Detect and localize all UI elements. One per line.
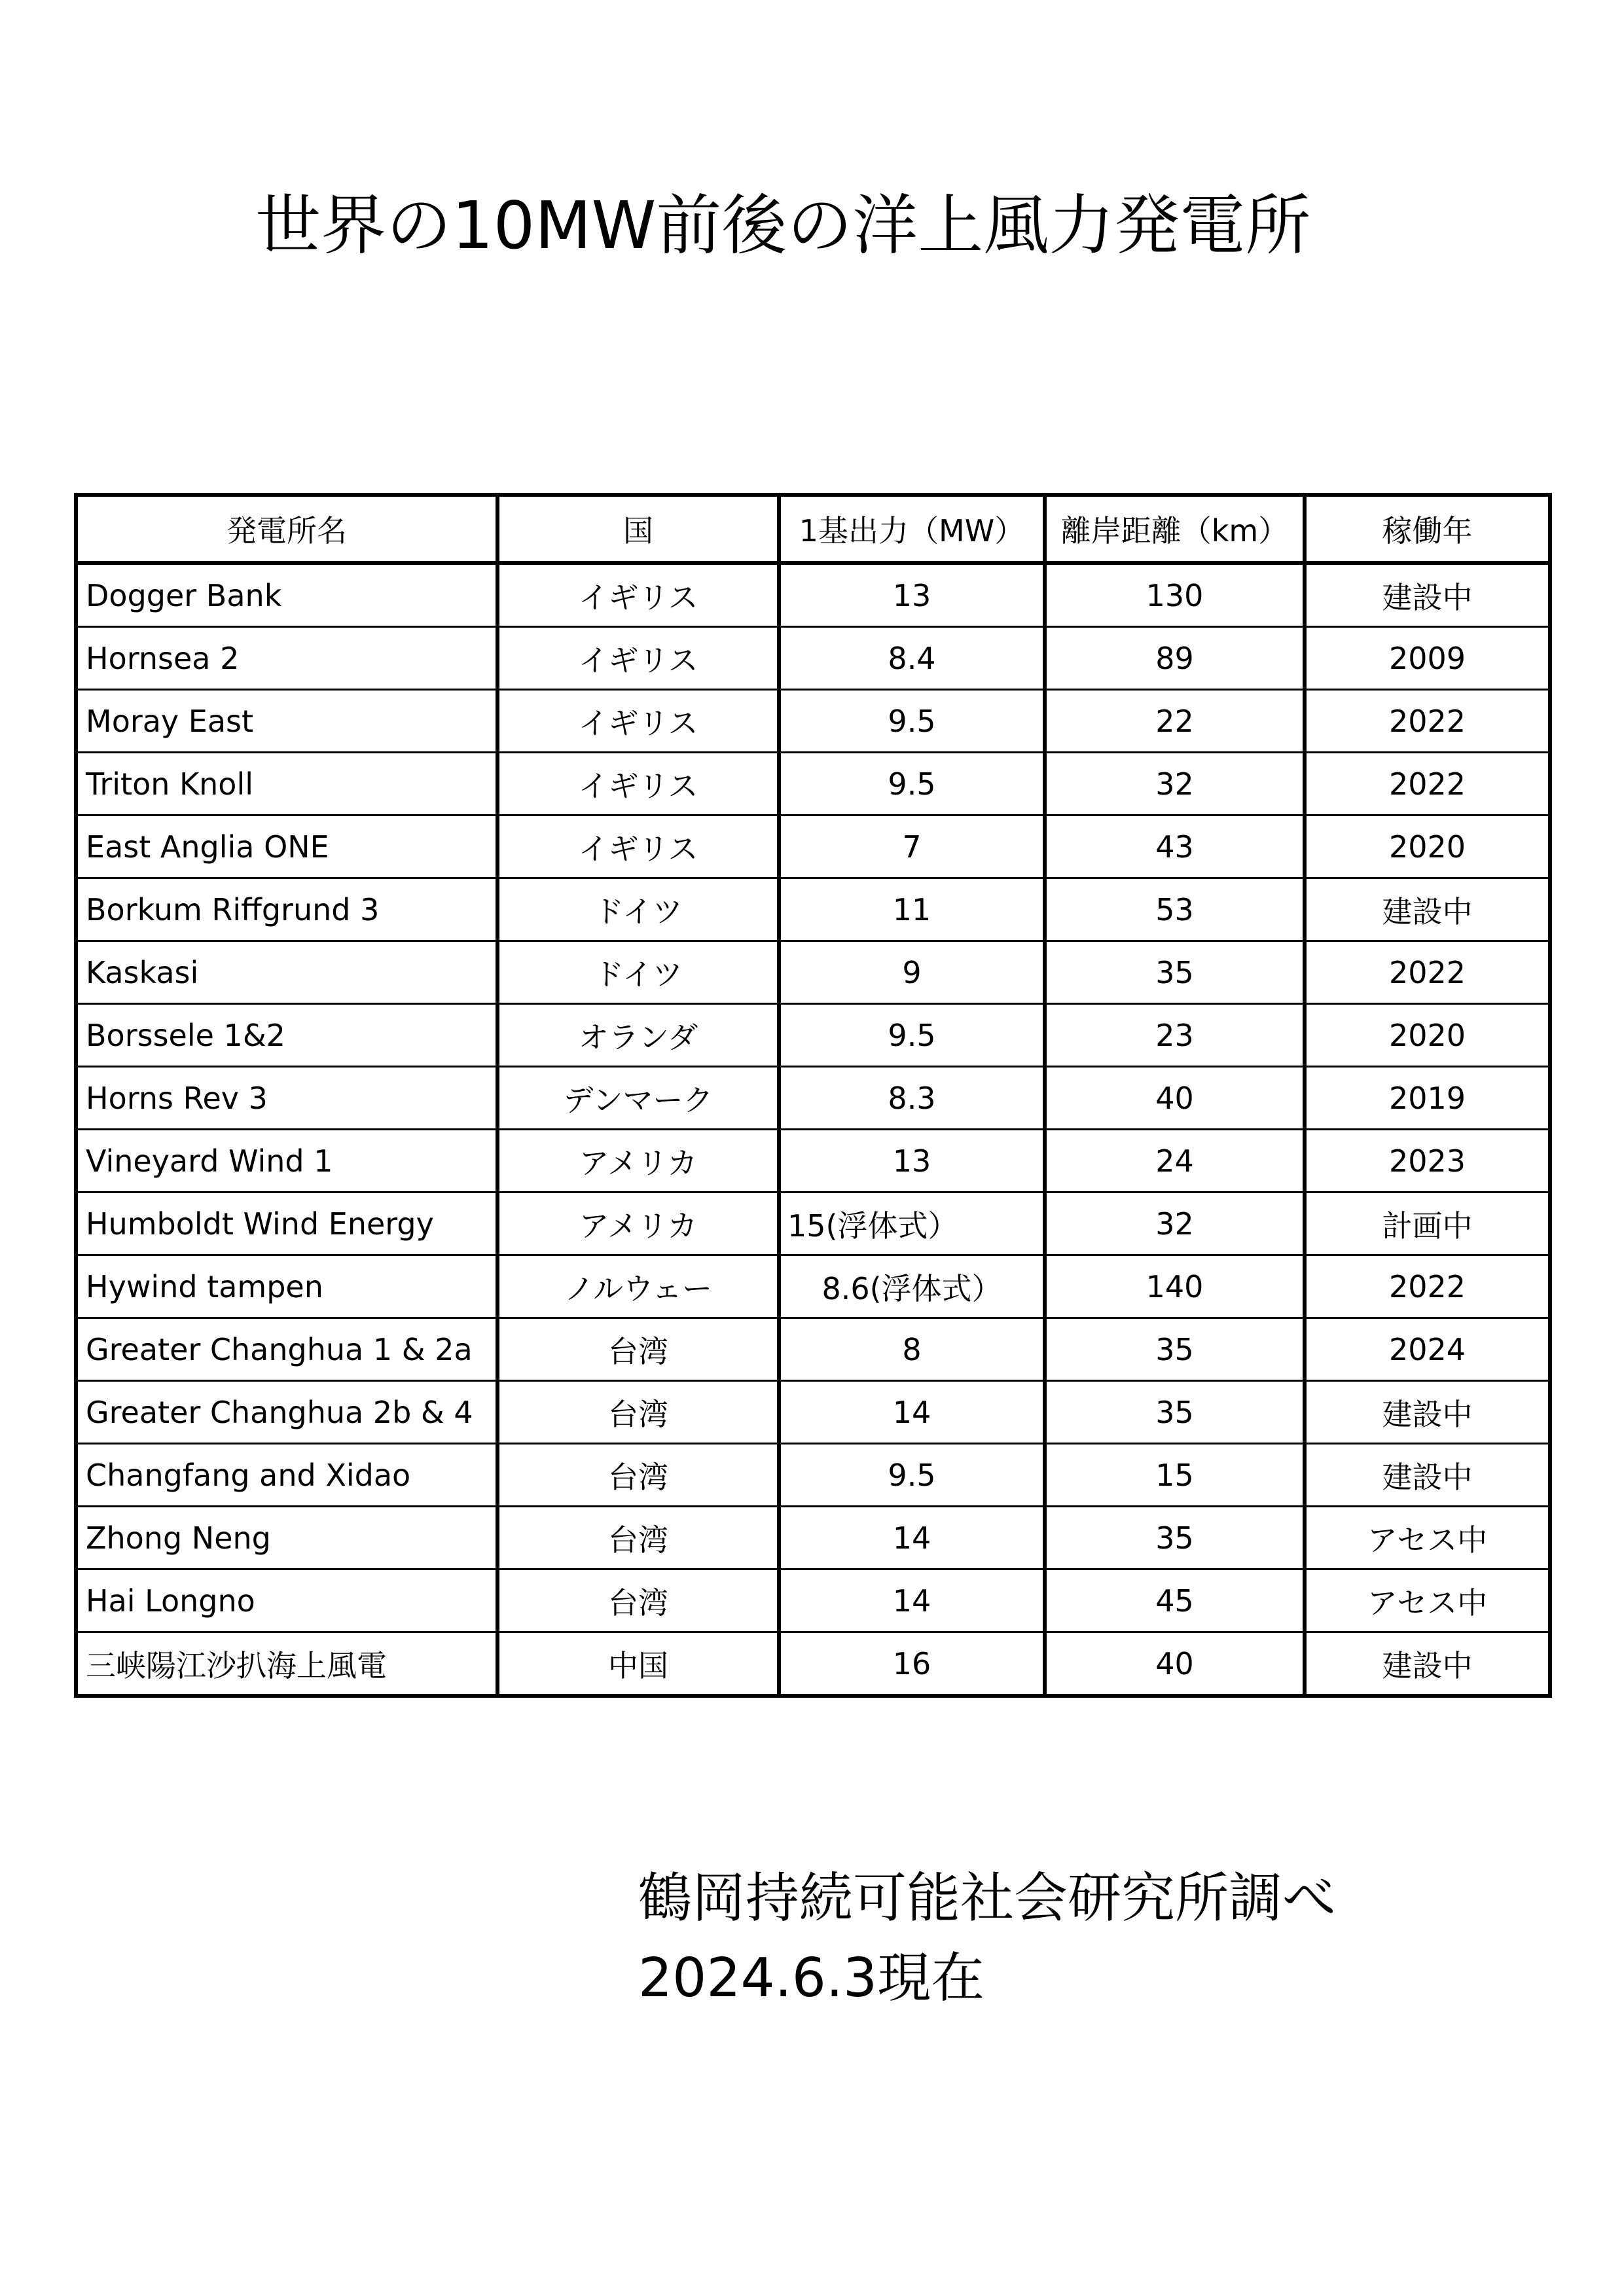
cell-operation-year: 2022 <box>1305 690 1550 753</box>
cell-operation-year: 2022 <box>1305 753 1550 816</box>
cell-unit-output: 14 <box>779 1381 1045 1444</box>
cell-unit-output: 8.4 <box>779 627 1045 690</box>
cell-offshore-distance: 15 <box>1045 1444 1305 1507</box>
cell-plant-name: Borkum Riffgrund 3 <box>76 878 497 941</box>
cell-operation-year: 建設中 <box>1305 878 1550 941</box>
cell-unit-output: 9.5 <box>779 1444 1045 1507</box>
cell-offshore-distance: 35 <box>1045 1507 1305 1570</box>
cell-country: オランダ <box>497 1004 779 1067</box>
header-unit-output: 1基出力（MW） <box>779 495 1045 563</box>
cell-operation-year: 建設中 <box>1305 1444 1550 1507</box>
cell-unit-output: 8 <box>779 1318 1045 1381</box>
cell-operation-year: 2019 <box>1305 1067 1550 1130</box>
cell-plant-name: Hornsea 2 <box>76 627 497 690</box>
cell-country: イギリス <box>497 690 779 753</box>
table-row <box>76 1130 1550 1193</box>
cell-unit-output: 9.5 <box>779 690 1045 753</box>
cell-unit-output: 14 <box>779 1507 1045 1570</box>
cell-operation-year: 計画中 <box>1305 1193 1550 1255</box>
header-operation-year: 稼働年 <box>1305 495 1550 563</box>
cell-unit-output: 16 <box>779 1632 1045 1696</box>
cell-unit-output: 14 <box>779 1570 1045 1632</box>
cell-country: アメリカ <box>497 1193 779 1255</box>
cell-country: 台湾 <box>497 1444 779 1507</box>
cell-plant-name: Greater Changhua 2b & 4 <box>76 1381 497 1444</box>
cell-country: アメリカ <box>497 1130 779 1193</box>
source-note: 鶴岡持続可能社会研究所調べ <box>638 1867 1337 1929</box>
footer <box>638 1859 1336 2018</box>
table-row <box>76 753 1550 816</box>
cell-operation-year: 2024 <box>1305 1318 1550 1381</box>
cell-country: ノルウェー <box>497 1255 779 1318</box>
cell-operation-year: 2022 <box>1305 941 1550 1004</box>
cell-plant-name: Moray East <box>76 690 497 753</box>
cell-offshore-distance: 89 <box>1045 627 1305 690</box>
cell-operation-year: アセス中 <box>1305 1507 1550 1570</box>
cell-country: イギリス <box>497 563 779 627</box>
cell-offshore-distance: 35 <box>1045 1318 1305 1381</box>
cell-offshore-distance: 130 <box>1045 563 1305 627</box>
cell-unit-output: 9 <box>779 941 1045 1004</box>
cell-plant-name: Borssele 1&2 <box>76 1004 497 1067</box>
table-row <box>76 1318 1550 1381</box>
cell-country: 台湾 <box>497 1381 779 1444</box>
table-row <box>76 1067 1550 1130</box>
table-row <box>76 1255 1550 1318</box>
table-row <box>76 1444 1550 1507</box>
cell-plant-name: Vineyard Wind 1 <box>76 1130 497 1193</box>
cell-operation-year: アセス中 <box>1305 1570 1550 1632</box>
table-row <box>76 1193 1550 1255</box>
table-row <box>76 627 1550 690</box>
cell-plant-name: Dogger Bank <box>76 563 497 627</box>
table-row <box>76 563 1550 627</box>
cell-offshore-distance: 140 <box>1045 1255 1305 1318</box>
cell-operation-year: 2022 <box>1305 1255 1550 1318</box>
cell-operation-year: 2020 <box>1305 1004 1550 1067</box>
cell-offshore-distance: 35 <box>1045 941 1305 1004</box>
cell-plant-name: 三峡陽江沙扒海上風電 <box>76 1632 497 1696</box>
cell-offshore-distance: 22 <box>1045 690 1305 753</box>
table-header-row <box>76 495 1550 563</box>
date-note: 2024.6.3現在 <box>638 1947 985 2009</box>
cell-country: イギリス <box>497 753 779 816</box>
cell-unit-output: 7 <box>779 816 1045 878</box>
cell-offshore-distance: 53 <box>1045 878 1305 941</box>
cell-country: 中国 <box>497 1632 779 1696</box>
cell-country: イギリス <box>497 816 779 878</box>
table-row <box>76 690 1550 753</box>
cell-plant-name: Zhong Neng <box>76 1507 497 1570</box>
table-row <box>76 941 1550 1004</box>
table-row <box>76 1632 1550 1696</box>
cell-country: 台湾 <box>497 1570 779 1632</box>
cell-offshore-distance: 45 <box>1045 1570 1305 1632</box>
cell-country: イギリス <box>497 627 779 690</box>
cell-unit-output: 13 <box>779 1130 1045 1193</box>
wind-farm-table <box>74 493 1552 1698</box>
table-row <box>76 1570 1550 1632</box>
header-plant-name: 発電所名 <box>76 495 497 563</box>
cell-operation-year: 建設中 <box>1305 1632 1550 1696</box>
cell-country: ドイツ <box>497 878 779 941</box>
header-country: 国 <box>497 495 779 563</box>
cell-operation-year: 2020 <box>1305 816 1550 878</box>
cell-country: デンマーク <box>497 1067 779 1130</box>
cell-plant-name: Hywind tampen <box>76 1255 497 1318</box>
cell-plant-name: Triton Knoll <box>76 753 497 816</box>
cell-plant-name: Humboldt Wind Energy <box>76 1193 497 1255</box>
cell-unit-output: 9.5 <box>779 753 1045 816</box>
cell-offshore-distance: 40 <box>1045 1067 1305 1130</box>
cell-unit-output: 8.3 <box>779 1067 1045 1130</box>
cell-unit-output: 11 <box>779 878 1045 941</box>
cell-unit-output: 15(浮体式） <box>779 1193 1045 1255</box>
cell-country: ドイツ <box>497 941 779 1004</box>
cell-operation-year: 建設中 <box>1305 1381 1550 1444</box>
cell-offshore-distance: 32 <box>1045 753 1305 816</box>
table-row <box>76 1381 1550 1444</box>
cell-plant-name: Hai Longno <box>76 1570 497 1632</box>
cell-unit-output: 13 <box>779 563 1045 627</box>
header-offshore-distance: 離岸距離（km） <box>1045 495 1305 563</box>
table-row <box>76 1004 1550 1067</box>
cell-offshore-distance: 43 <box>1045 816 1305 878</box>
cell-offshore-distance: 40 <box>1045 1632 1305 1696</box>
cell-operation-year: 2023 <box>1305 1130 1550 1193</box>
cell-offshore-distance: 35 <box>1045 1381 1305 1444</box>
cell-plant-name: Greater Changhua 1 & 2a <box>76 1318 497 1381</box>
cell-offshore-distance: 32 <box>1045 1193 1305 1255</box>
cell-plant-name: Changfang and Xidao <box>76 1444 497 1507</box>
table-row <box>76 878 1550 941</box>
cell-unit-output: 9.5 <box>779 1004 1045 1067</box>
cell-country: 台湾 <box>497 1507 779 1570</box>
cell-country: 台湾 <box>497 1318 779 1381</box>
cell-offshore-distance: 23 <box>1045 1004 1305 1067</box>
cell-plant-name: East Anglia ONE <box>76 816 497 878</box>
cell-operation-year: 建設中 <box>1305 563 1550 627</box>
cell-offshore-distance: 24 <box>1045 1130 1305 1193</box>
cell-unit-output: 8.6(浮体式） <box>779 1255 1045 1318</box>
cell-plant-name: Horns Rev 3 <box>76 1067 497 1130</box>
cell-operation-year: 2009 <box>1305 627 1550 690</box>
table-row <box>76 816 1550 878</box>
cell-plant-name: Kaskasi <box>76 941 497 1004</box>
table-row <box>76 1507 1550 1570</box>
page-title: 世界の10MW前後の洋上風力発電所 <box>255 187 1311 264</box>
